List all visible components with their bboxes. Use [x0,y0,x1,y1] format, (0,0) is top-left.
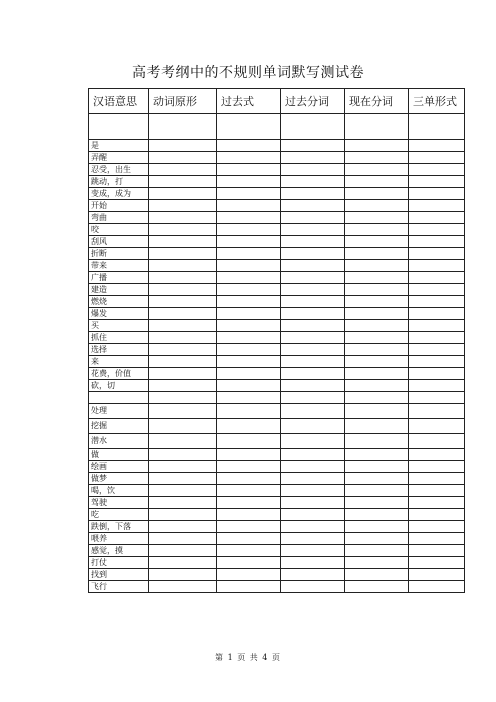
meaning-cell [89,114,149,140]
past-participle-input[interactable] [281,344,345,356]
col-header-past-participle: 过去分词 [281,89,345,114]
present-participle-input[interactable] [345,473,409,485]
base-form-input[interactable] [149,200,217,212]
past-tense-input[interactable] [217,284,281,296]
third-person-input[interactable] [409,296,465,308]
present-participle-input[interactable] [345,164,409,176]
past-tense-input[interactable] [217,380,281,392]
present-participle-input[interactable] [345,368,409,380]
third-person-input[interactable] [409,224,465,236]
col-header-past-tense: 过去式 [217,89,281,114]
table-row [89,533,465,545]
present-participle-input[interactable] [345,419,409,434]
past-tense-input[interactable] [217,260,281,272]
third-person-input[interactable] [409,152,465,164]
meaning-cell: 弄醒 [89,152,149,164]
base-form-input[interactable] [149,449,217,461]
third-person-input[interactable] [409,176,465,188]
meaning-cell: 花费，价值 [89,368,149,380]
third-person-input[interactable] [409,461,465,473]
past-tense-input[interactable] [217,485,281,497]
base-form-input[interactable] [149,272,217,284]
past-participle-input[interactable] [281,497,345,509]
base-form-input[interactable] [149,368,217,380]
third-person-input[interactable] [409,200,465,212]
third-person-input[interactable] [409,533,465,545]
base-form-input[interactable] [149,434,217,449]
table-row [89,272,465,284]
base-form-input[interactable] [149,344,217,356]
third-person-input[interactable] [409,509,465,521]
table-row [89,176,465,188]
third-person-input[interactable] [409,140,465,152]
present-participle-input[interactable] [345,497,409,509]
meaning-cell: 感觉，摸 [89,545,149,557]
table-row [89,114,465,140]
past-participle-input[interactable] [281,308,345,320]
third-person-input[interactable] [409,236,465,248]
base-form-input[interactable] [149,392,217,404]
past-participle-input[interactable] [281,419,345,434]
present-participle-input[interactable] [345,188,409,200]
present-participle-input[interactable] [345,380,409,392]
third-person-input[interactable] [409,485,465,497]
base-form-input[interactable] [149,521,217,533]
present-participle-input[interactable] [345,557,409,569]
past-participle-input[interactable] [281,212,345,224]
present-participle-input[interactable] [345,356,409,368]
base-form-input[interactable] [149,485,217,497]
base-form-input[interactable] [149,152,217,164]
past-tense-input[interactable] [217,356,281,368]
present-participle-input[interactable] [345,581,409,593]
col-header-meaning: 汉语意思 [89,89,149,114]
meaning-cell: 打仗 [89,557,149,569]
third-person-input[interactable] [409,356,465,368]
past-participle-input[interactable] [281,248,345,260]
present-participle-input[interactable] [345,152,409,164]
past-tense-input[interactable] [217,404,281,419]
base-form-input[interactable] [149,473,217,485]
meaning-cell: 做梦 [89,473,149,485]
past-tense-input[interactable] [217,200,281,212]
past-tense-input[interactable] [217,308,281,320]
table-row [89,332,465,344]
third-person-input[interactable] [409,248,465,260]
base-form-input[interactable] [149,380,217,392]
past-tense-input[interactable] [217,236,281,248]
past-participle-input[interactable] [281,188,345,200]
table-row [89,392,465,404]
third-person-input[interactable] [409,404,465,419]
meaning-cell: 开始 [89,200,149,212]
third-person-input[interactable] [409,380,465,392]
base-form-input[interactable] [149,419,217,434]
meaning-cell: 忍受，出生 [89,164,149,176]
past-participle-input[interactable] [281,356,345,368]
past-tense-input[interactable] [217,176,281,188]
past-tense-input[interactable] [217,509,281,521]
col-header-third-person: 三单形式 [409,89,465,114]
third-person-input[interactable] [409,344,465,356]
past-participle-input[interactable] [281,368,345,380]
present-participle-input[interactable] [345,461,409,473]
table-row [89,224,465,236]
present-participle-input[interactable] [345,200,409,212]
meaning-cell: 选择 [89,344,149,356]
meaning-cell: 处理 [89,404,149,419]
past-participle-input[interactable] [281,569,345,581]
past-participle-input[interactable] [281,509,345,521]
base-form-input[interactable] [149,212,217,224]
table-body [89,114,465,593]
table-row [89,461,465,473]
past-participle-input[interactable] [281,320,345,332]
table-row [89,557,465,569]
meaning-cell: 咬 [89,224,149,236]
past-tense-input[interactable] [217,152,281,164]
present-participle-input[interactable] [345,284,409,296]
past-participle-input[interactable] [281,434,345,449]
past-participle-input[interactable] [281,296,345,308]
table-row [89,356,465,368]
present-participle-input[interactable] [345,272,409,284]
table-row [89,152,465,164]
base-form-input[interactable] [149,176,217,188]
third-person-input[interactable] [409,449,465,461]
table-row [89,344,465,356]
meaning-cell: 吃 [89,509,149,521]
meaning-cell: 挖掘 [89,419,149,434]
base-form-input[interactable] [149,497,217,509]
past-participle-input[interactable] [281,236,345,248]
past-participle-input[interactable] [281,581,345,593]
base-form-input[interactable] [149,114,217,140]
table-row [89,236,465,248]
table-row [89,308,465,320]
page-title: 高考考纲中的不规则单词默写测试卷 [132,65,364,81]
base-form-input[interactable] [149,569,217,581]
base-form-input[interactable] [149,533,217,545]
past-tense-input[interactable] [217,569,281,581]
meaning-cell: 来 [89,356,149,368]
past-participle-input[interactable] [281,260,345,272]
past-tense-input[interactable] [217,296,281,308]
third-person-input[interactable] [409,368,465,380]
past-participle-input[interactable] [281,404,345,419]
third-person-input[interactable] [409,114,465,140]
meaning-cell: 跌倒，下落 [89,521,149,533]
past-participle-input[interactable] [281,461,345,473]
past-participle-input[interactable] [281,521,345,533]
base-form-input[interactable] [149,356,217,368]
past-participle-input[interactable] [281,557,345,569]
base-form-input[interactable] [149,188,217,200]
present-participle-input[interactable] [345,320,409,332]
present-participle-input[interactable] [345,212,409,224]
vocab-table [88,88,465,593]
past-participle-input[interactable] [281,485,345,497]
table-row [89,260,465,272]
past-tense-input[interactable] [217,497,281,509]
past-tense-input[interactable] [217,164,281,176]
third-person-input[interactable] [409,569,465,581]
past-tense-input[interactable] [217,344,281,356]
present-participle-input[interactable] [345,140,409,152]
base-form-input[interactable] [149,545,217,557]
past-tense-input[interactable] [217,521,281,533]
base-form-input[interactable] [149,140,217,152]
third-person-input[interactable] [409,581,465,593]
third-person-input[interactable] [409,392,465,404]
meaning-cell: 带来 [89,260,149,272]
present-participle-input[interactable] [345,248,409,260]
third-person-input[interactable] [409,332,465,344]
present-participle-input[interactable] [345,392,409,404]
table-row [89,473,465,485]
present-participle-input[interactable] [345,569,409,581]
meaning-cell: 砍，切 [89,380,149,392]
past-tense-input[interactable] [217,332,281,344]
past-tense-input[interactable] [217,449,281,461]
meaning-cell: 燃烧 [89,296,149,308]
table-row [89,569,465,581]
meaning-cell: 潜水 [89,434,149,449]
base-form-input[interactable] [149,461,217,473]
third-person-input[interactable] [409,557,465,569]
table-row [89,200,465,212]
past-tense-input[interactable] [217,368,281,380]
third-person-input[interactable] [409,260,465,272]
past-tense-input[interactable] [217,188,281,200]
col-header-base-form: 动词原形 [149,89,217,114]
page-footer: 第 1 页 共 4 页 [215,653,281,662]
third-person-input[interactable] [409,545,465,557]
past-tense-input[interactable] [217,434,281,449]
present-participle-input[interactable] [345,521,409,533]
meaning-cell: 做 [89,449,149,461]
base-form-input[interactable] [149,236,217,248]
base-form-input[interactable] [149,509,217,521]
third-person-input[interactable] [409,434,465,449]
past-tense-input[interactable] [217,248,281,260]
past-participle-input[interactable] [281,164,345,176]
table-row [89,521,465,533]
meaning-cell: 刮风 [89,236,149,248]
table-row [89,497,465,509]
meaning-cell: 弯曲 [89,212,149,224]
past-participle-input[interactable] [281,272,345,284]
base-form-input[interactable] [149,557,217,569]
past-tense-input[interactable] [217,419,281,434]
past-participle-input[interactable] [281,332,345,344]
base-form-input[interactable] [149,296,217,308]
table-row [89,296,465,308]
third-person-input[interactable] [409,320,465,332]
meaning-cell: 驾驶 [89,497,149,509]
table-row [89,419,465,434]
meaning-cell: 广播 [89,272,149,284]
table-row [89,485,465,497]
table-row [89,368,465,380]
meaning-cell: 折断 [89,248,149,260]
present-participle-input[interactable] [345,176,409,188]
base-form-input[interactable] [149,308,217,320]
third-person-input[interactable] [409,212,465,224]
header-row [89,89,465,114]
third-person-input[interactable] [409,497,465,509]
past-participle-input[interactable] [281,176,345,188]
table-row [89,404,465,419]
table-row [89,212,465,224]
base-form-input[interactable] [149,224,217,236]
meaning-cell: 建造 [89,284,149,296]
table-row [89,140,465,152]
past-tense-input[interactable] [217,557,281,569]
third-person-input[interactable] [409,419,465,434]
third-person-input[interactable] [409,188,465,200]
meaning-cell: 买 [89,320,149,332]
col-header-present-participle: 现在分词 [345,89,409,114]
past-tense-input[interactable] [217,224,281,236]
third-person-input[interactable] [409,521,465,533]
third-person-input[interactable] [409,284,465,296]
past-participle-input[interactable] [281,449,345,461]
present-participle-input[interactable] [345,509,409,521]
past-tense-input[interactable] [217,461,281,473]
third-person-input[interactable] [409,164,465,176]
meaning-cell: 爆发 [89,308,149,320]
table-row [89,581,465,593]
past-participle-input[interactable] [281,533,345,545]
past-participle-input[interactable] [281,224,345,236]
present-participle-input[interactable] [345,296,409,308]
past-tense-input[interactable] [217,114,281,140]
past-participle-input[interactable] [281,140,345,152]
meaning-cell: 喝，饮 [89,485,149,497]
table-row [89,545,465,557]
base-form-input[interactable] [149,260,217,272]
present-participle-input[interactable] [345,236,409,248]
present-participle-input[interactable] [345,114,409,140]
meaning-cell: 找到 [89,569,149,581]
past-tense-input[interactable] [217,392,281,404]
present-participle-input[interactable] [345,404,409,419]
present-participle-input[interactable] [345,533,409,545]
present-participle-input[interactable] [345,434,409,449]
table-row [89,434,465,449]
present-participle-input[interactable] [345,344,409,356]
past-tense-input[interactable] [217,140,281,152]
past-tense-input[interactable] [217,320,281,332]
past-participle-input[interactable] [281,473,345,485]
meaning-cell: 飞行 [89,581,149,593]
past-tense-input[interactable] [217,272,281,284]
third-person-input[interactable] [409,272,465,284]
present-participle-input[interactable] [345,545,409,557]
third-person-input[interactable] [409,473,465,485]
present-participle-input[interactable] [345,449,409,461]
base-form-input[interactable] [149,284,217,296]
past-tense-input[interactable] [217,212,281,224]
past-participle-input[interactable] [281,545,345,557]
table-row [89,449,465,461]
past-tense-input[interactable] [217,545,281,557]
past-tense-input[interactable] [217,581,281,593]
past-participle-input[interactable] [281,152,345,164]
past-tense-input[interactable] [217,533,281,545]
table-row [89,380,465,392]
base-form-input[interactable] [149,320,217,332]
present-participle-input[interactable] [345,308,409,320]
present-participle-input[interactable] [345,332,409,344]
table-row [89,509,465,521]
past-participle-input[interactable] [281,114,345,140]
present-participle-input[interactable] [345,260,409,272]
meaning-cell: 变成，成为 [89,188,149,200]
present-participle-input[interactable] [345,224,409,236]
meaning-cell: 是 [89,140,149,152]
present-participle-input[interactable] [345,485,409,497]
past-participle-input[interactable] [281,284,345,296]
meaning-cell [89,392,149,404]
meaning-cell: 绘画 [89,461,149,473]
base-form-input[interactable] [149,404,217,419]
base-form-input[interactable] [149,248,217,260]
meaning-cell: 喂养 [89,533,149,545]
table-row [89,320,465,332]
past-participle-input[interactable] [281,200,345,212]
past-tense-input[interactable] [217,473,281,485]
past-participle-input[interactable] [281,380,345,392]
meaning-cell: 跳动，打 [89,176,149,188]
third-person-input[interactable] [409,308,465,320]
base-form-input[interactable] [149,164,217,176]
base-form-input[interactable] [149,581,217,593]
meaning-cell: 抓住 [89,332,149,344]
table-row [89,284,465,296]
past-participle-input[interactable] [281,392,345,404]
table-row [89,188,465,200]
table-row [89,164,465,176]
base-form-input[interactable] [149,332,217,344]
table-row [89,248,465,260]
